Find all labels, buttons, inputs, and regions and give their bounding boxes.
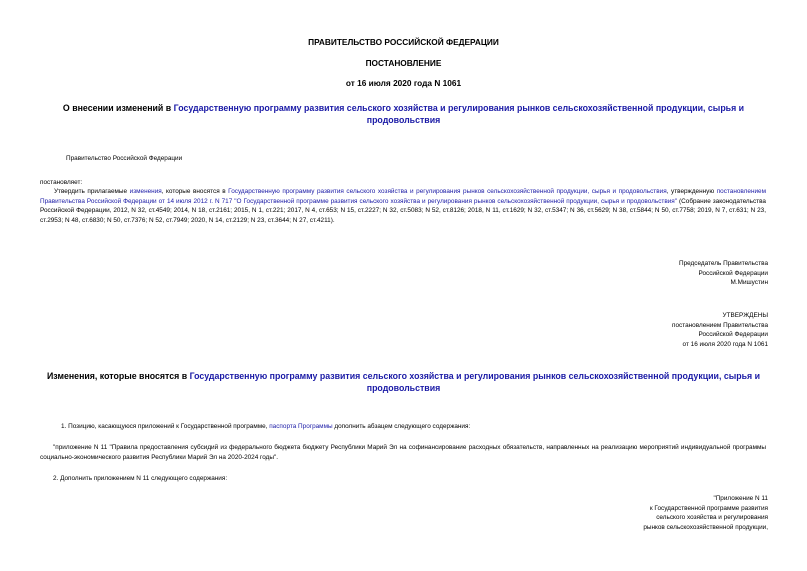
changes-title [40,371,767,394]
preamble-text-3: , утвержденную [666,188,717,195]
item-1-tail: дополнить абзацем следующего содержания: [332,423,471,430]
changes-title-prefix: Изменения, которые вносятся в [46,371,190,381]
approved-block [672,311,768,349]
decides-text: постановляет: [40,179,83,186]
preamble-text-4: (Собрание законодательства Российской Федерации, 2012, N 32, ст.4549; 2014, N 18, ст.2161; 2015, N 1, ст.221; 2017, N 4, ст.653; N 15, ст.2227; N 32, ст.5083; N 52, ст.8126; 2018, N 11, ст.1629; N 32, ст.5347; N 36, ст.5629; N 38, ст.5844; N 50, ст.7758; 2019, N 7, ст.631; N 23, ст.2953; N 48, ст.6830; N 50, ст.7376; N 52, ст.7949; 2020, N 14, ст.2129; N 23, ст.3644; N 27, ст.4211). [40,197,766,224]
item-1-quote: "приложение N 11 "Правила предоставления субсидий из федерального бюджета бюджету Республики Марий Эл на софинансирование расходных обязательств, направленных на реализацию мероприятий индивидуальной программы социально-экономического развития Республики Марий Эл на 2020-2024 годы". [40,444,766,461]
preamble-paragraph [40,187,766,225]
issuer-text: Правительство Российской Федерации [66,155,183,162]
appendix-line-4: рынков сельскохозяйственной продукции, [643,523,768,531]
program-passport-link[interactable]: паспорта Программы [269,423,333,430]
document-date: от 16 июля 2020 года N 1061 [345,78,462,88]
approved-date: от 16 июля 2020 года N 1061 [682,340,768,348]
state-program-link[interactable]: Государственную программу развития сельского хозяйства и регулирования рынков сельскохозяйственной продукции, сырья и продовольствия [173,103,745,125]
signature-block [679,259,768,288]
signature-name: М.Мишустин [730,279,768,287]
item-1-text: 1. Позицию, касающуюся приложений к Государственной программе, [61,423,270,430]
document-type: ПОСТАНОВЛЕНИЕ [365,58,442,68]
approved-by: постановлением Правительства [672,321,768,329]
approved-title: УТВЕРЖДЕНЫ [722,312,768,319]
signature-position: Председатель Правительства [679,260,768,267]
resolution-717-link[interactable]: постановлением Правительства Российской Федерации от 14 июля 2012 г. N 717 "О Государственной программе развития сельского хозяйства и регулирования рынков сельскохозяйственной продукции, сырья и продовольствия" [40,188,766,205]
document-title-prefix: О внесении изменений в [62,103,174,113]
appendix-number: "Приложение N 11 [713,495,768,502]
government-heading: ПРАВИТЕЛЬСТВО РОССИЙСКОЙ ФЕДЕРАЦИИ [308,37,499,47]
approved-org: Российской Федерации [698,331,768,339]
item-1 [61,422,470,432]
appendix-heading [643,494,768,532]
appendix-line-3: сельского хозяйства и регулирования [656,514,768,522]
state-program-link-3[interactable]: Государственную программу развития сельского хозяйства и регулирования рынков сельскохозяйственной продукции, сырья и продовольствия [189,371,761,393]
changes-link[interactable]: изменения [129,188,162,195]
preamble-text-1: Утвердить прилагаемые [54,188,130,195]
item-2: 2. Дополнить приложением N 11 следующего содержания: [53,475,228,482]
signature-org: Российской Федерации [698,269,768,277]
preamble-text-2: , которые вносятся в [161,188,229,195]
state-program-link-2[interactable]: Государственную программу развития сельского хозяйства и регулирования рынков сельскохозяйственной продукции, сырья и продовольствия [228,188,667,195]
document-title [40,103,767,126]
appendix-line-2: к Государственной программе развития [649,504,768,512]
